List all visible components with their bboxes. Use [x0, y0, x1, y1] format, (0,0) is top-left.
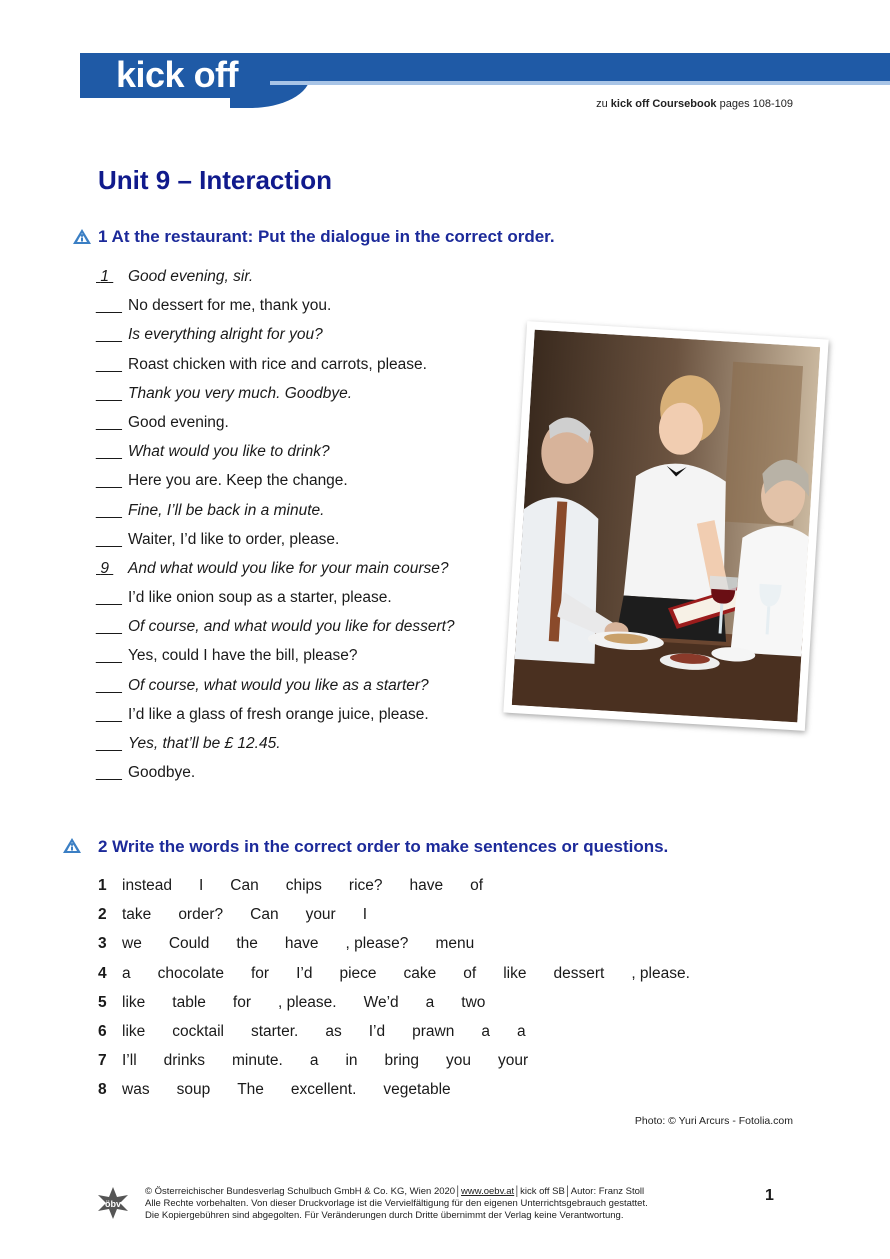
word-chip: The — [237, 1081, 264, 1099]
word-chip: a — [309, 1052, 319, 1070]
word-chip: menu — [435, 935, 475, 953]
level-triangle-icon — [72, 228, 92, 245]
dialogue-line — [96, 675, 516, 704]
word-chip: bring — [384, 1052, 420, 1070]
word-chip: we — [122, 935, 142, 953]
word-chip: I’ll — [122, 1052, 137, 1070]
answer-blank[interactable]: ___ — [96, 647, 122, 665]
oebv-link[interactable]: www.oebv.at — [461, 1186, 515, 1197]
dialogue-line — [96, 441, 516, 470]
dialogue-line — [96, 354, 516, 383]
answer-blank[interactable]: ___ — [96, 355, 122, 373]
dialogue-line — [96, 266, 516, 295]
footer-line-2: Alle Rechte vorbehalten. Von dieser Druckvorlage ist die Vervielfältigung für den eigenen Unterrichtsgebrauch gestattet. — [145, 1198, 648, 1209]
word-chip: excellent. — [290, 1081, 357, 1099]
word-chip: drinks — [163, 1052, 205, 1070]
dialogue-line — [96, 616, 516, 645]
sentence-number: 1 — [98, 877, 107, 894]
dialogue-text: Of course, what would you like as a starter? — [128, 676, 429, 694]
answer-blank[interactable]: ___ — [96, 384, 122, 402]
word-chip: , please. — [631, 964, 690, 982]
word-chip: chips — [285, 877, 322, 894]
answer-blank[interactable]: ___ — [96, 297, 122, 315]
exercise-2-heading: 2 Write the words in the correct order to make sentences or questions. — [98, 837, 669, 856]
word-chip: Can — [250, 906, 279, 924]
sentence-number: 2 — [98, 906, 107, 924]
word-chip: cake — [403, 964, 437, 982]
word-chip: for — [232, 993, 251, 1011]
word-chip: a — [516, 1022, 526, 1040]
page-number: 1 — [765, 1187, 774, 1204]
dialogue-line — [96, 645, 516, 674]
dialogue-line — [96, 383, 516, 412]
dialogue-line — [96, 587, 516, 616]
word-chip: was — [122, 1081, 150, 1099]
footer-copyright — [145, 1186, 648, 1222]
restaurant-scene-illustration — [512, 330, 820, 723]
dialogue-text: Of course, and what would you like for dessert? — [128, 618, 455, 636]
word-chip: soup — [176, 1081, 211, 1099]
exercise-1-heading: 1 At the restaurant: Put the dialogue in the correct order. — [98, 227, 555, 246]
answer-number[interactable]: 9 — [100, 559, 109, 577]
word-chip: rice? — [348, 877, 383, 894]
word-chip: I’d — [296, 964, 313, 982]
oebv-logo-icon — [96, 1186, 130, 1220]
answer-blank[interactable]: ___ — [96, 443, 122, 461]
scrambled-sentence — [98, 1051, 717, 1080]
word-chip: vegetable — [383, 1081, 451, 1099]
dialogue-line — [96, 470, 516, 499]
dialogue-text: Good evening, sir. — [128, 268, 254, 285]
word-chip: your — [305, 906, 336, 924]
answer-blank[interactable]: ___ — [96, 472, 122, 490]
word-chip: like — [122, 1022, 146, 1040]
dialogue-line — [96, 762, 516, 791]
word-chip: , please. — [277, 993, 337, 1011]
dialogue-line — [96, 295, 516, 324]
restaurant-photo — [503, 321, 828, 731]
dialogue-line — [96, 529, 516, 558]
sentence-number: 6 — [98, 1022, 107, 1040]
dialogue-text: Here you are. Keep the change. — [128, 472, 348, 490]
scrambled-sentence — [98, 876, 717, 905]
dialogue-line — [96, 733, 516, 762]
dialogue-line — [96, 558, 516, 587]
word-chip: your — [498, 1052, 529, 1070]
word-chip: Could — [168, 935, 210, 953]
answer-blank[interactable]: ___ — [96, 676, 122, 694]
photo-credit: Photo: © Yuri Arcurs - Fotolia.com — [634, 1115, 793, 1127]
word-chip: I — [362, 906, 368, 924]
sentence-number: 5 — [98, 993, 107, 1011]
sentence-number: 3 — [98, 935, 107, 953]
coursebook-reference: zu kick off Coursebook pages 108-109 — [596, 98, 793, 110]
dialogue-text: Fine, I’ll be back in a minute. — [128, 501, 325, 519]
dialogue-line — [96, 412, 516, 441]
word-chip: of — [470, 877, 484, 894]
answer-blank[interactable]: ___ — [96, 618, 122, 636]
word-chip: piece — [339, 964, 377, 982]
word-chip: prawn — [412, 1022, 455, 1040]
word-chip: a — [425, 993, 435, 1011]
banner-curve — [230, 68, 310, 108]
dialogue-line — [96, 500, 516, 529]
sentence-number: 8 — [98, 1081, 107, 1099]
word-chip: table — [172, 993, 206, 1011]
word-chip: , please? — [345, 935, 409, 953]
word-chip: instead — [122, 877, 172, 894]
scrambled-sentence — [98, 934, 717, 963]
word-chip: starter. — [250, 1022, 299, 1040]
answer-blank[interactable]: ___ — [96, 501, 122, 519]
word-chip: two — [461, 993, 486, 1011]
oebv-logo-text: öbv — [104, 1199, 122, 1209]
dialogue-text: No dessert for me, thank you. — [128, 297, 332, 315]
dialogue-text: Waiter, I’d like to order, please. — [128, 530, 340, 548]
word-chip: a — [481, 1022, 490, 1040]
word-chip: as — [325, 1022, 342, 1040]
dialogue-text: What would you like to drink? — [128, 443, 330, 461]
word-chip: have — [284, 935, 319, 953]
scrambled-sentence — [98, 905, 717, 934]
answer-blank[interactable]: ___ — [96, 589, 122, 607]
scrambled-sentence — [98, 964, 717, 993]
word-chip: have — [409, 877, 444, 894]
footer-line-1: © Österreichischer Bundesverlag Schulbuch GmbH & Co. KG, Wien 2020│www.oebv.at│kick off SB│Autor: Franz Stoll — [145, 1186, 645, 1197]
word-chip: cocktail — [172, 1022, 224, 1040]
scrambled-sentences-list — [98, 876, 717, 1110]
dialogue-text: Yes, could I have the bill, please? — [128, 647, 358, 665]
sentence-number: 4 — [98, 964, 107, 982]
header-banner — [80, 53, 890, 98]
answer-blank[interactable]: ___ — [96, 705, 122, 723]
dialogue-text: I’d like a glass of fresh orange juice, please. — [128, 705, 429, 723]
dialogue-text: Roast chicken with rice and carrots, please. — [128, 355, 427, 373]
dialogue-text: Thank you very much. Goodbye. — [128, 384, 353, 402]
answer-blank[interactable]: ___ — [96, 413, 122, 431]
word-chip: the — [236, 935, 258, 953]
dialogue-text: Good evening. — [128, 413, 229, 431]
word-chip: like — [503, 964, 527, 982]
word-chip: you — [446, 1052, 472, 1070]
answer-number[interactable]: 1 — [100, 268, 109, 285]
word-chip: for — [250, 964, 270, 982]
dialogue-text: Yes, that’ll be £ 12.45. — [128, 735, 281, 752]
word-chip: minute. — [232, 1052, 283, 1070]
dialogue-text: I’d like onion soup as a starter, please. — [128, 589, 392, 607]
scrambled-sentence — [98, 1022, 717, 1051]
scrambled-sentence — [98, 993, 717, 1022]
kick-off-logo: kick off — [116, 54, 239, 95]
sentence-number: 7 — [98, 1052, 107, 1070]
word-chip: I — [198, 877, 204, 894]
footer-line-3: Die Kopiergebühren sind abgegolten. Für Veränderungen durch Dritte übernimmt der Verlag keine Verantwortung. — [145, 1210, 624, 1221]
word-chip: take — [122, 906, 152, 924]
scrambled-sentence — [98, 1080, 717, 1109]
answer-blank[interactable]: ___ — [96, 530, 122, 548]
level-triangle-icon — [62, 837, 82, 854]
word-chip: of — [463, 964, 477, 982]
dialogue-list — [96, 266, 516, 791]
word-chip: I’d — [368, 1022, 386, 1040]
answer-blank[interactable]: ___ — [96, 326, 122, 344]
dialogue-line — [96, 704, 516, 733]
dialogue-line — [96, 324, 516, 353]
dialogue-text: Goodbye. — [128, 764, 196, 782]
banner-accent-line — [270, 81, 890, 85]
word-chip: a — [122, 964, 131, 982]
dialogue-text: And what would you like for your main course? — [128, 559, 449, 577]
word-chip: chocolate — [157, 964, 224, 982]
word-chip: in — [345, 1052, 358, 1070]
word-chip: Can — [230, 877, 259, 894]
word-chip: dessert — [553, 964, 605, 982]
page-title: Unit 9 – Interaction — [98, 165, 333, 195]
answer-blank[interactable]: ___ — [96, 735, 122, 752]
word-chip: We’d — [363, 993, 399, 1011]
word-chip: like — [122, 993, 146, 1011]
word-chip: order? — [178, 906, 224, 924]
dialogue-text: Is everything alright for you? — [128, 326, 323, 344]
answer-blank[interactable]: ___ — [96, 764, 122, 782]
